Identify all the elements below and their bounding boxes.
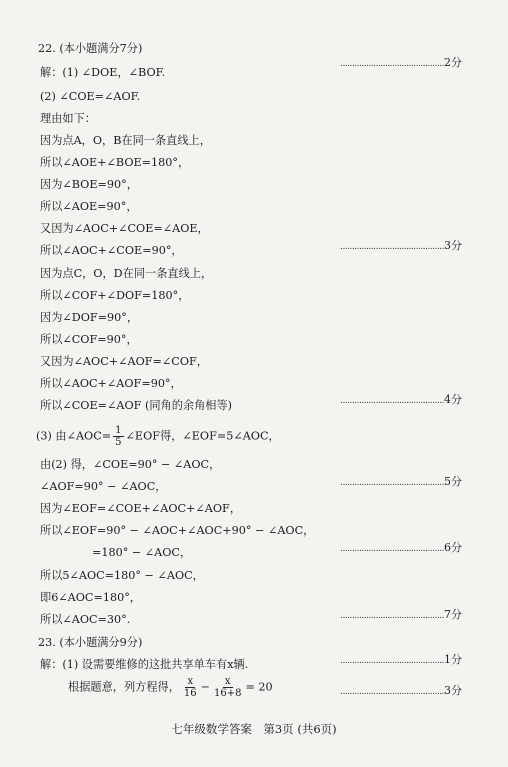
solution-line: 由(2) 得，∠COE=90° − ∠AOC，: [40, 458, 221, 471]
part3-prefix: (3) 由∠AOC=: [36, 429, 112, 443]
solution-line: =180° − ∠AOC，: [92, 546, 192, 559]
equation-rhs: = 20: [245, 680, 273, 694]
solution-line: 所以∠COF+∠DOF=180°，: [40, 289, 190, 302]
dot-leader: ............................................: [340, 478, 444, 488]
score-marker: [340, 608, 462, 623]
solution-line: 因为∠BOE=90°，: [40, 178, 138, 191]
solution-line: 所以∠AOC+∠COE=90°，: [40, 244, 183, 257]
fraction-x-over-24: [212, 676, 243, 699]
score-label: 2分: [444, 56, 462, 69]
dot-leader: ............................................: [340, 544, 444, 554]
score-label: 4分: [444, 393, 462, 406]
fraction-denominator: 16: [183, 688, 197, 699]
solution-line: 所以∠AOE=90°，: [40, 200, 138, 213]
solution-line: 因为∠EOF=∠COE+∠AOC+∠AOF，: [40, 502, 242, 515]
fraction-denominator: 5: [115, 437, 122, 448]
solution-line: 又因为∠AOC+∠AOF=∠COF，: [40, 355, 208, 368]
fraction-numerator: 1: [115, 425, 122, 436]
page-footer: 七年级数学答案 第3页 (共6页): [171, 722, 337, 736]
score-marker: [340, 541, 462, 556]
solution-line-part3: [36, 425, 280, 448]
score-label: 3分: [444, 239, 462, 252]
solution-line: 因为∠DOF=90°，: [40, 311, 139, 324]
score-label: 1分: [444, 653, 462, 666]
solution-line: 理由如下：: [40, 112, 96, 125]
dot-leader: ............................................: [340, 656, 444, 666]
score-label: 3分: [444, 684, 462, 697]
dot-leader: ............................................: [340, 396, 444, 406]
score-marker: [340, 239, 462, 254]
fraction-one-fifth: [113, 425, 123, 448]
fraction-denominator: 16+8: [214, 688, 242, 699]
solution-line: (2) ∠COE=∠AOF.: [40, 90, 141, 103]
fraction-x-over-16: [182, 676, 199, 699]
fraction-numerator: x: [224, 676, 231, 687]
solution-line: 所以∠AOC+∠AOF=90°，: [40, 377, 182, 390]
solution-line: ∠AOF=90° − ∠AOC，: [40, 480, 167, 493]
score-label: 5分: [444, 475, 462, 488]
minus-sign: −: [200, 680, 210, 694]
solution-line: 解：(1) ∠DOE，∠BOF.: [40, 66, 166, 79]
score-marker: [340, 393, 462, 408]
score-marker: [340, 653, 462, 668]
solution-line: 22. (本小题满分7分): [38, 42, 143, 55]
solution-line: 即6∠AOC=180°，: [40, 591, 141, 604]
solution-line: 又因为∠AOC+∠COE=∠AOE，: [40, 222, 209, 235]
solution-line: 所以∠COF=90°，: [40, 333, 138, 346]
score-label: 7分: [444, 608, 462, 621]
part3-suffix: ∠EOF得，∠EOF=5∠AOC，: [125, 429, 280, 443]
solution-line: 解：(1) 设需要维修的这批共享单车有x辆.: [40, 658, 249, 671]
solution-line: 所以∠COE=∠AOF (同角的余角相等): [40, 399, 233, 412]
solution-line: 所以∠AOC=30°.: [40, 613, 131, 626]
equation-prefix: 根据题意，列方程得，: [68, 680, 180, 694]
fraction-numerator: x: [187, 676, 194, 687]
dot-leader: ............................................: [340, 611, 444, 621]
score-label: 6分: [444, 541, 462, 554]
solution-line: 因为点A，O，B在同一条直线上，: [40, 134, 211, 147]
score-marker: [340, 475, 462, 490]
dot-leader: ............................................: [340, 242, 444, 252]
score-marker: [340, 684, 462, 699]
solution-line: 所以5∠AOC=180° − ∠AOC，: [40, 569, 204, 582]
dot-leader: ............................................: [340, 59, 444, 69]
solution-line: 23. (本小题满分9分): [38, 636, 143, 649]
solution-line: 因为点C，O，D在同一条直线上，: [40, 267, 213, 280]
score-marker: [340, 56, 462, 71]
solution-line: 所以∠AOE+∠BOE=180°，: [40, 156, 190, 169]
solution-line: 所以∠EOF=90° − ∠AOC+∠AOC+90° − ∠AOC，: [40, 524, 315, 537]
solution-line-equation: [68, 676, 273, 699]
dot-leader: ............................................: [340, 687, 444, 697]
